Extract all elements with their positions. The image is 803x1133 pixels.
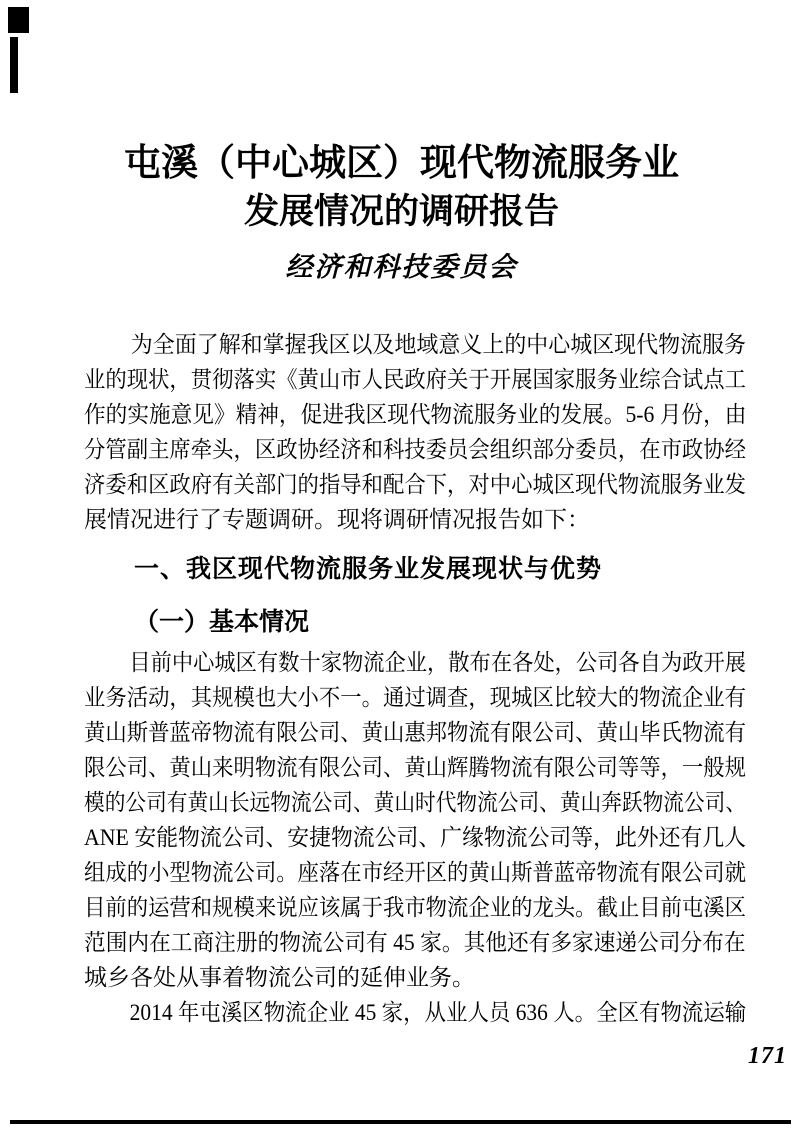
text-line: ANE 安能物流公司、安捷物流公司、广缘物流公司等，此外还有几人	[84, 825, 747, 850]
text-line: 展情况进行了专题调研。现将调研情况报告如下：	[84, 507, 590, 532]
report-title-line2: 发展情况的调研报告	[243, 192, 559, 231]
text-line: 作的实施意见》精神，促进我区现代物流服务业的发展。5-6 月份，由	[84, 402, 747, 427]
text-line: 为全面了解和掌握我区以及地域意义上的中心城区现代物流服务	[130, 332, 746, 357]
report-title-line1: 屯溪（中心城区）现代物流服务业	[124, 143, 679, 184]
paragraph-statistics	[84, 995, 746, 1030]
text-line: 黄山斯普蓝帝物流有限公司、黄山惠邦物流有限公司、黄山毕氏物流有	[84, 720, 746, 745]
page-number: 171	[748, 1043, 787, 1069]
paragraph-introduction	[84, 327, 746, 537]
section-1-subheading: （一）基本情况	[134, 609, 310, 636]
text-line: 济委和区政府有关部门的指导和配合下，对中心城区现代物流服务业发	[84, 472, 746, 497]
text-line: 目前中心城区有数十家物流企业，散布在各处，公司各自为政开展	[129, 650, 747, 675]
paragraph-basic-situation	[84, 645, 746, 995]
text-line: 组成的小型物流公司。座落在市经开区的黄山斯普蓝帝物流有限公司就	[84, 860, 746, 885]
text-line: 分管副主席牵头，区政协经济和科技委员会组织部分委员，在市政协经	[84, 437, 746, 462]
scan-artifact-bottom-line	[10, 1120, 791, 1124]
text-line: 2014 年屯溪区物流企业 45 家，从业人员 636 人。全区有物流运输	[129, 1000, 747, 1025]
text-line: 限公司、黄山来明物流有限公司、黄山辉腾物流有限公司等等，一般规	[84, 755, 746, 780]
text-line: 业务活动，其规模也大小不一。通过调查，现城区比较大的物流企业有	[84, 685, 746, 710]
section-1-heading: 一、我区现代物流服务业发展现状与优势	[134, 555, 603, 583]
text-line: 城乡各处从事着物流公司的延伸业务。	[84, 965, 475, 990]
text-line: 业的现状，贯彻落实《黄山市人民政府关于开展国家服务业综合试点工	[84, 367, 746, 392]
text-line: 目前的运营和规模来说应该属于我市物流企业的龙头。截止目前屯溪区	[84, 895, 746, 920]
scan-artifact-square	[8, 7, 29, 33]
text-line: 模的公司有黄山长远物流公司、黄山时代物流公司、黄山奔跃物流公司、	[84, 790, 746, 815]
report-author-committee: 经济和科技委员会	[285, 252, 518, 282]
scan-artifact-left-bar	[10, 37, 18, 93]
text-line: 范围内在工商注册的物流公司有 45 家。其他还有多家速递公司分布在	[84, 930, 746, 955]
